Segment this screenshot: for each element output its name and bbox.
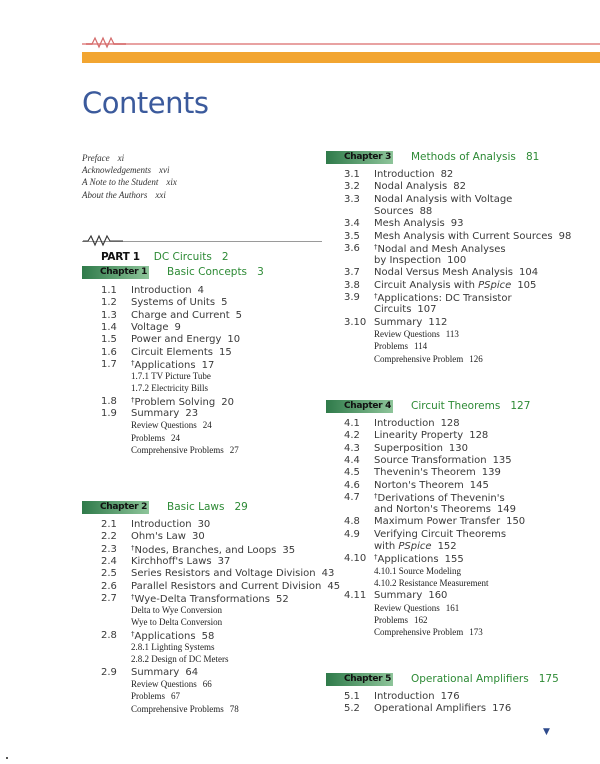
page-number: 161 <box>445 602 460 613</box>
page-number: 30 <box>197 519 211 530</box>
section-number: 4.7 <box>344 491 360 503</box>
page-number: 145 <box>469 479 489 491</box>
section-title: †Problem Solving 20 <box>131 395 234 408</box>
page-mark <box>6 757 8 759</box>
section-title: Mesh Analysis 93 <box>374 218 464 230</box>
page-number: 45 <box>327 580 341 592</box>
section-number: 4.2 <box>344 430 360 442</box>
section-title: Circuit Elements 15 <box>131 346 232 358</box>
section-title: †Derivations of Thevenin's <box>374 491 505 504</box>
page-number: 10 <box>227 334 241 346</box>
section-number: 2.1 <box>101 519 117 530</box>
section-title: Review Questions 66 <box>131 678 212 689</box>
page-number: 107 <box>417 304 437 316</box>
page-number: 4 <box>197 285 204 296</box>
section-number: 2.9 <box>101 666 117 678</box>
section-title: Introduction 30 <box>131 519 211 530</box>
section-number: 4.1 <box>344 418 360 429</box>
section-number: 2.2 <box>101 531 117 543</box>
section-title: Introduction 128 <box>374 418 460 429</box>
page-number: 93 <box>450 218 464 230</box>
section-title: Introduction 4 <box>131 285 204 296</box>
chapter-heading-4[interactable]: Chapter 4 Circuit Theorems 127 <box>326 400 566 414</box>
section-number: 2.5 <box>101 568 117 580</box>
section-title: Problems 114 <box>374 341 428 352</box>
section-number: 1.4 <box>101 321 117 333</box>
zigzag-ornament-icon <box>86 35 126 49</box>
page-number: 24 <box>171 432 181 443</box>
page-number: 64 <box>185 666 199 678</box>
section-number: 2.6 <box>101 580 117 592</box>
section-title: Review Questions 113 <box>374 328 459 339</box>
section-title: Wye to Delta Conversion <box>131 617 223 628</box>
page-number: 82 <box>453 181 466 193</box>
page-number: 35 <box>282 544 296 556</box>
page-number: 52 <box>275 593 289 605</box>
section-title: Problems 162 <box>374 614 428 625</box>
section-title: Delta to Wye Conversion <box>131 605 223 616</box>
page-number: 162 <box>414 614 428 625</box>
triangle-down-icon[interactable]: ▼ <box>543 727 550 737</box>
section-title: Verifying Circuit Theorems <box>374 528 507 540</box>
section-title: Review Questions 24 <box>131 420 212 431</box>
section-number: 4.11 <box>344 590 367 602</box>
section-title: Circuit Analysis with PSpice 105 <box>374 279 537 291</box>
section-title: Summary 112 <box>374 316 448 328</box>
header-rule <box>82 43 600 45</box>
page-number: 100 <box>447 255 467 267</box>
section-title: †Applications 58 <box>131 629 215 642</box>
section-title: Maximum Power Transfer 150 <box>374 516 526 528</box>
section-number: 1.2 <box>101 297 117 309</box>
page-number: 152 <box>437 541 457 552</box>
section-title: Parallel Resistors and Current Division 45 <box>131 580 341 592</box>
page-number: 27 <box>229 444 239 455</box>
section-title: Thevenin's Theorem 139 <box>374 467 501 479</box>
section-title: Summary 160 <box>374 590 448 602</box>
section-title: 1.7.1 TV Picture Tube <box>131 371 211 382</box>
section-title: †Wye-Delta Transformations 52 <box>131 592 289 605</box>
section-number: 4.6 <box>344 479 360 491</box>
section-number: 1.8 <box>101 395 117 407</box>
section-number: 1.7 <box>101 358 117 370</box>
section-title: Linearity Property 128 <box>374 430 489 442</box>
section-number: 1.1 <box>101 285 117 296</box>
page-title: Contents <box>82 86 209 120</box>
section-title: Source Transformation 135 <box>374 454 512 466</box>
section-number: 3.1 <box>344 169 360 180</box>
page-number: 43 <box>321 568 335 580</box>
chapter-heading-1[interactable]: Chapter 1 Basic Concepts 3 <box>82 266 282 280</box>
page-number: 5 <box>221 297 228 309</box>
page-number: 126 <box>469 353 483 364</box>
section-number: 3.4 <box>344 218 360 230</box>
section-title: 4.10.2 Resistance Measurement <box>374 577 489 588</box>
section-title: Charge and Current 5 <box>131 309 242 321</box>
section-title: Nodal Analysis with Voltage <box>374 193 513 205</box>
section-title: 1.7.2 Electricity Bills <box>131 383 208 394</box>
section-number: 4.10 <box>344 553 367 565</box>
part-title: DC Circuits 2 <box>153 251 229 263</box>
page-number: 176 <box>440 691 460 702</box>
section-number: 3.9 <box>344 292 360 303</box>
section-title: †Applications 155 <box>374 553 464 566</box>
section-title: †Nodal and Mesh Analyses <box>374 242 506 255</box>
page-number: 176 <box>492 703 512 715</box>
dagger-mark: † <box>131 543 135 552</box>
page-number: 112 <box>428 316 448 328</box>
front-matter-item[interactable]: Acknowledgements xvi <box>82 165 170 176</box>
section-title: Introduction 176 <box>374 691 460 702</box>
section-title: and Norton's Theorems 149 <box>374 504 517 516</box>
section-title: †Applications 17 <box>131 358 215 371</box>
section-number: 3.7 <box>344 267 360 279</box>
section-title: Summary 23 <box>131 408 199 419</box>
section-title: 2.8.2 Design of DC Meters <box>131 654 229 665</box>
page-number: 17 <box>201 359 215 371</box>
section-number: 1.9 <box>101 408 117 419</box>
page-number: 23 <box>185 408 199 419</box>
page-number: 78 <box>229 703 239 714</box>
page-number: 173 <box>469 627 483 638</box>
section-title: Power and Energy 10 <box>131 334 241 346</box>
section-title: Introduction 82 <box>374 169 454 180</box>
section-number: 3.10 <box>344 316 367 328</box>
section-title: 4.10.1 Source Modeling <box>374 565 461 576</box>
page-number: 15 <box>218 346 232 358</box>
page-number: 66 <box>202 678 212 689</box>
section-title: Review Questions 161 <box>374 602 460 613</box>
page-number: 113 <box>445 328 459 339</box>
page-number: 9 <box>174 321 181 333</box>
chapter-heading-5[interactable]: Chapter 5 Operational Amplifiers 175 <box>326 673 566 687</box>
section-number: 4.5 <box>344 467 360 479</box>
dagger-mark: † <box>374 292 378 300</box>
section-number: 2.7 <box>101 592 117 604</box>
front-matter-item[interactable]: About the Authors xxi <box>82 189 166 200</box>
section-number: 4.8 <box>344 516 360 528</box>
section-title: †Nodes, Branches, and Loops 35 <box>131 543 296 556</box>
page-number: 58 <box>201 630 215 642</box>
page-number: 30 <box>191 531 205 543</box>
page-number: 104 <box>519 267 539 279</box>
page-number: 128 <box>440 418 460 429</box>
page-number: 88 <box>419 205 433 217</box>
section-title: Circuits 107 <box>374 304 437 316</box>
section-number: 3.6 <box>344 242 360 254</box>
section-title: 2.8.1 Lighting Systems <box>131 642 215 652</box>
section-title: Superposition 130 <box>374 442 468 454</box>
dagger-mark: † <box>374 553 378 562</box>
page-number: 105 <box>517 279 537 291</box>
section-title: Comprehensive Problem 173 <box>374 627 483 638</box>
section-title: †Applications: DC Transistor <box>374 292 512 304</box>
page-number: 67 <box>171 691 181 702</box>
section-title: Operational Amplifiers 176 <box>374 703 512 715</box>
section-number: 3.2 <box>344 181 360 193</box>
section-title: Summary 64 <box>131 666 199 678</box>
dagger-mark: † <box>131 592 135 601</box>
section-title: Problems 67 <box>131 691 181 702</box>
front-matter-item[interactable]: Preface xi <box>82 153 125 163</box>
section-title: by Inspection 100 <box>374 255 467 267</box>
section-number: 3.3 <box>344 193 360 205</box>
page-number: 135 <box>492 454 512 466</box>
header-color-bar <box>82 52 600 63</box>
section-number: 5.2 <box>344 703 360 715</box>
section-title: Comprehensive Problem 126 <box>374 353 483 364</box>
section-title: Series Resistors and Voltage Division 43 <box>131 568 335 580</box>
page-number: 5 <box>235 309 242 321</box>
section-title: Comprehensive Problems 78 <box>131 703 239 714</box>
section-title: Kirchhoff's Laws 37 <box>131 555 231 567</box>
chapter-heading-2[interactable]: Chapter 2 Basic Laws 29 <box>82 501 282 515</box>
section-number: 2.3 <box>101 543 117 555</box>
section-title: Sources 88 <box>374 205 433 217</box>
section-title: with PSpice 152 <box>374 541 457 552</box>
page-number: 98 <box>558 230 572 242</box>
section-number: 2.4 <box>101 555 117 567</box>
section-number: 1.3 <box>101 309 117 321</box>
section-title: Norton's Theorem 145 <box>374 479 489 491</box>
chapter-heading-3[interactable]: Chapter 3 Methods of Analysis 81 <box>326 151 566 165</box>
page-number: 160 <box>428 590 448 602</box>
front-matter-item[interactable]: A Note to the Student xix <box>82 177 177 188</box>
section-number: 5.1 <box>344 691 360 702</box>
dagger-mark: † <box>131 395 135 404</box>
page-number: 130 <box>448 442 468 454</box>
section-title: Nodal Analysis 82 <box>374 181 466 193</box>
section-title: Mesh Analysis with Current Sources 98 <box>374 230 572 242</box>
page-number: 149 <box>496 504 517 516</box>
dagger-mark: † <box>131 629 135 638</box>
page-number: 139 <box>481 467 501 479</box>
section-number: 3.5 <box>344 230 360 242</box>
dagger-mark: † <box>374 242 378 251</box>
section-number: 3.8 <box>344 279 360 291</box>
section-number: 4.3 <box>344 442 360 454</box>
dagger-mark: † <box>131 358 135 367</box>
section-number: 4.4 <box>344 454 360 466</box>
section-title: Voltage 9 <box>131 321 181 333</box>
part-heading[interactable] <box>101 245 229 264</box>
section-number: 1.6 <box>101 346 117 358</box>
dagger-mark: † <box>374 491 378 500</box>
part-label: PART 1 <box>101 251 140 263</box>
page-number: 150 <box>506 516 526 528</box>
section-number: 1.5 <box>101 334 117 346</box>
front-matter-list <box>82 152 282 201</box>
section-title: Nodal Versus Mesh Analysis 104 <box>374 267 539 279</box>
section-number: 4.9 <box>344 528 360 540</box>
section-title: Ohm's Law 30 <box>131 531 205 543</box>
page-number: 37 <box>217 555 231 567</box>
page-number: 128 <box>469 430 489 442</box>
page-number: 20 <box>221 396 234 408</box>
section-title: Comprehensive Problems 27 <box>131 444 239 455</box>
page-number: 24 <box>202 420 212 431</box>
page-number: 155 <box>444 554 464 566</box>
section-title: Problems 24 <box>131 432 181 443</box>
section-title: Systems of Units 5 <box>131 297 228 309</box>
page-number: 82 <box>440 169 454 180</box>
section-number: 2.8 <box>101 629 117 641</box>
page-number: 114 <box>414 341 428 352</box>
